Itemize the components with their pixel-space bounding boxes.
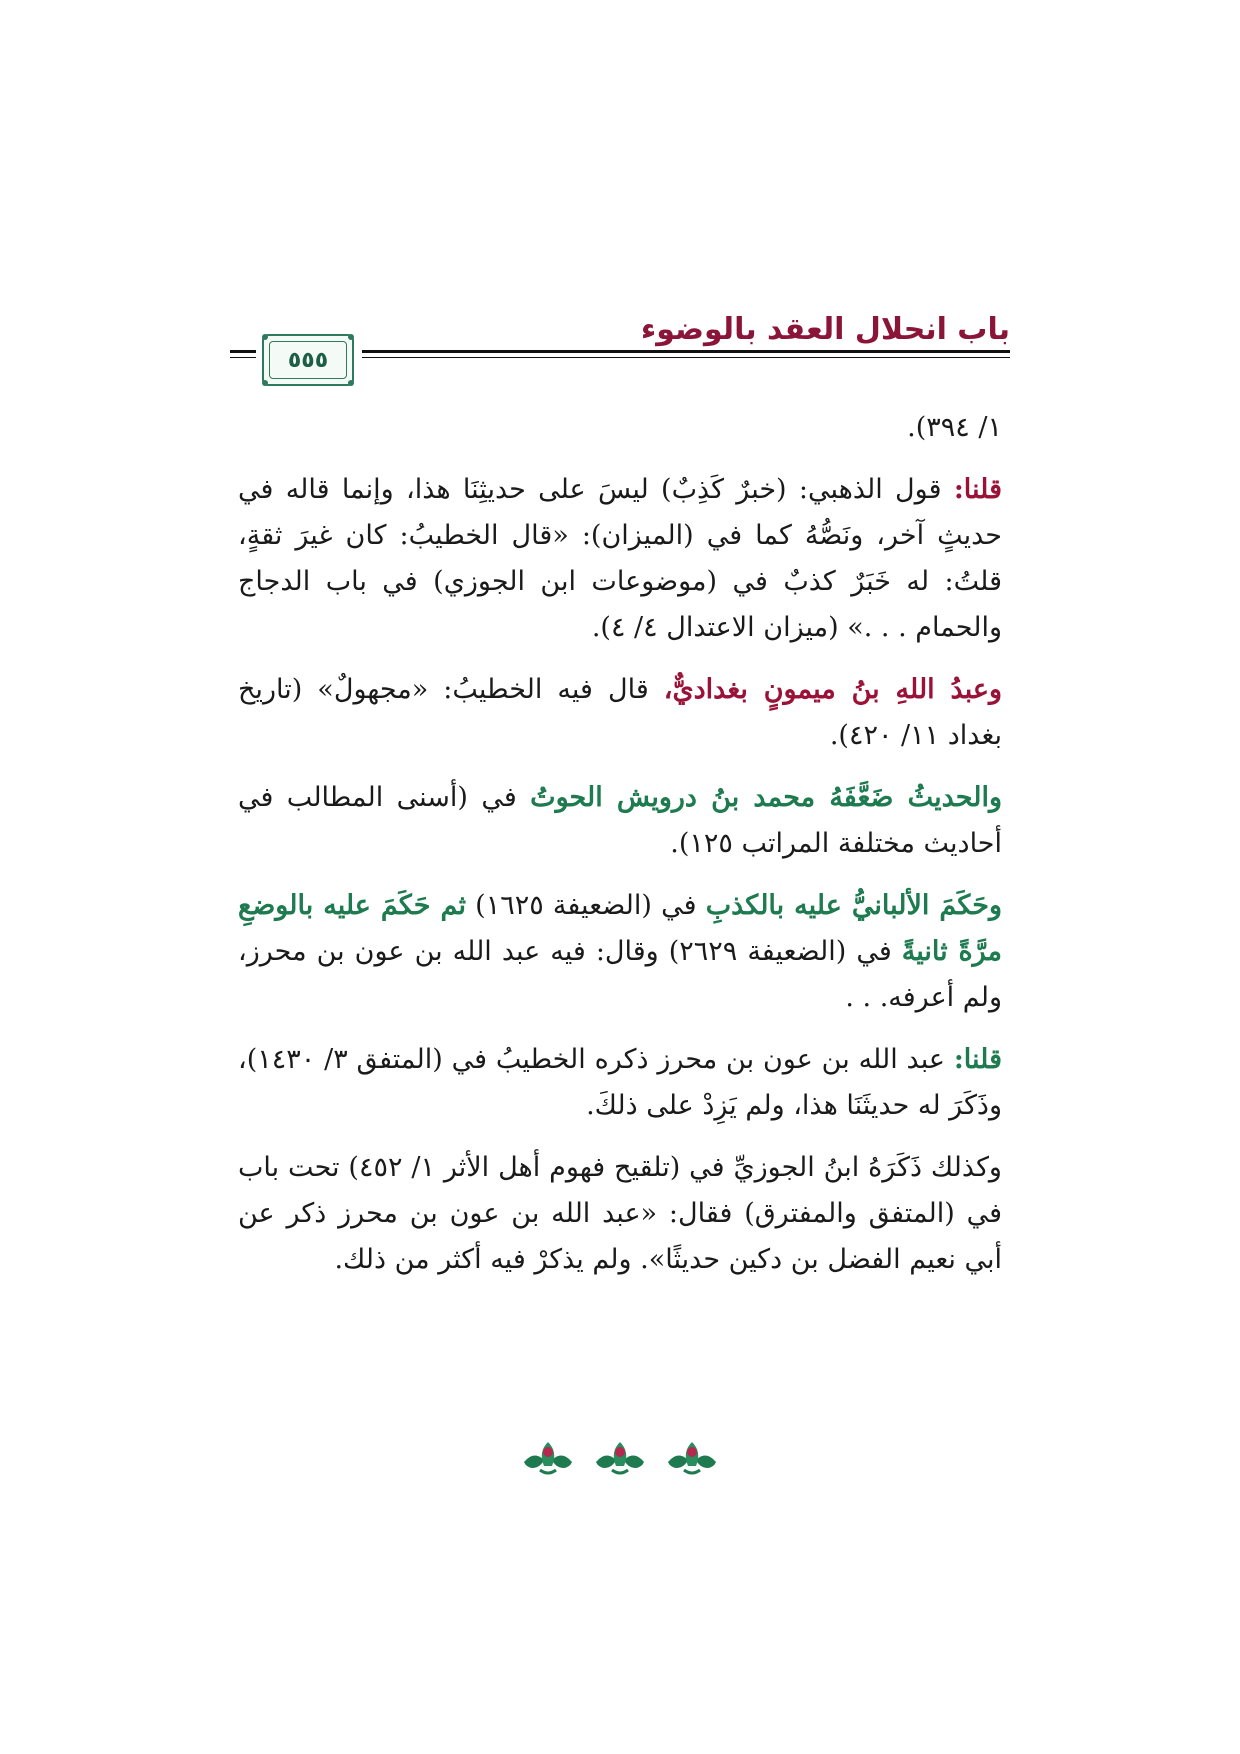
paragraph-text: في (أسنى المطالب في أحاديث مختلفة المراتب ١٢٥). [238, 782, 1002, 859]
header-rule-right-top [362, 350, 1010, 353]
paragraph-albani [238, 883, 1002, 1021]
paragraph-text: في (الضعيفة ١٦٢٥) [465, 890, 706, 921]
lead-phrase: قلنا: [953, 1044, 1002, 1075]
badge-corner-dot [348, 380, 354, 386]
lead-phrase: قلنا: [953, 474, 1002, 505]
running-header-title: باب انحلال العقد بالوضوء [640, 312, 1010, 347]
paragraph-reference-end [238, 405, 1002, 451]
floral-ornament-icon [520, 1436, 576, 1478]
paragraph-text: ١/ ٣٩٤). [907, 412, 1002, 443]
paragraph-abdullah-maymun [238, 667, 1002, 759]
paragraph-ibn-jawzi [238, 1145, 1002, 1283]
page-number: ٥٥٥ [287, 347, 329, 373]
header-rule-right-bottom [362, 357, 1010, 358]
badge-corner-dot [262, 380, 268, 386]
main-text [238, 405, 1002, 1299]
paragraph-text: عبد الله بن عون بن محرز ذكره الخطيبُ في (المتفق ٣/ ١٤٣٠)، وذَكَرَ له حديثَنَا هذا، ولم يَزِدْ على ذلكَ. [238, 1044, 1002, 1121]
paragraph-hut [238, 775, 1002, 867]
section-end-ornament [520, 1432, 720, 1482]
badge-corner-dot [348, 334, 354, 340]
floral-ornament-icon [592, 1436, 648, 1478]
paragraph-text-second: في (الضعيفة ٢٦٢٩) وقال: فيه عبد الله بن عون بن محرز، ولم أعرفه. . . [238, 936, 1002, 1013]
lead-phrase-second: ثم حَكَمَ عليه بالوضعِ مرَّةً ثانيةً [238, 890, 1002, 967]
floral-ornament-icon [664, 1436, 720, 1478]
paragraph-khatib-muttafaq [238, 1037, 1002, 1129]
badge-corner-dot [262, 334, 268, 340]
header-rule-left-top [230, 350, 256, 353]
paragraph-text: وكذلك ذَكَرَهُ ابنُ الجوزيِّ في (تلقيح فهوم أهل الأثر ١/ ٤٥٢) تحت باب في (المتفق والمفترق) فقال: «عبد الله بن عون بن محرز ذكر عن أبي نعيم الفضل بن دكين حديثًا». ولم يذكرْ فيه أكثر من ذلك. [238, 1152, 1002, 1275]
page-number-badge [262, 334, 354, 386]
header-rule-left-bottom [230, 357, 256, 358]
paragraph-text: قال فيه الخطيبُ: «مجهولٌ» (تاريخ بغداد ١١/ ٤٢٠). [238, 674, 1002, 751]
page-number-frame [269, 341, 347, 379]
paragraph-dhahabi [238, 467, 1002, 651]
paragraph-text: قول الذهبي: (خبرٌ كَذِبٌ) ليسَ على حديثِنَا هذا، وإنما قاله في حديثٍ آخر، ونَصُّهُ كما في (الميزان): «قال الخطيبُ: كان غيرَ ثقةٍ، قلتُ: له خَبَرٌ كذبٌ في (موضوعات ابن الجوزي) في باب الدجاج والحمام . . .» (ميزان الاعتدال ٤/ ٤). [238, 474, 1002, 643]
lead-phrase: وعبدُ اللهِ بنُ ميمونٍ بغداديٌّ، [663, 674, 1003, 705]
lead-phrase: والحديثُ ضَعَّفَهُ محمد بنُ درويش الحوتُ [530, 782, 1003, 813]
lead-phrase: وحَكَمَ الألبانيُّ عليه بالكذبِ [705, 890, 1002, 921]
